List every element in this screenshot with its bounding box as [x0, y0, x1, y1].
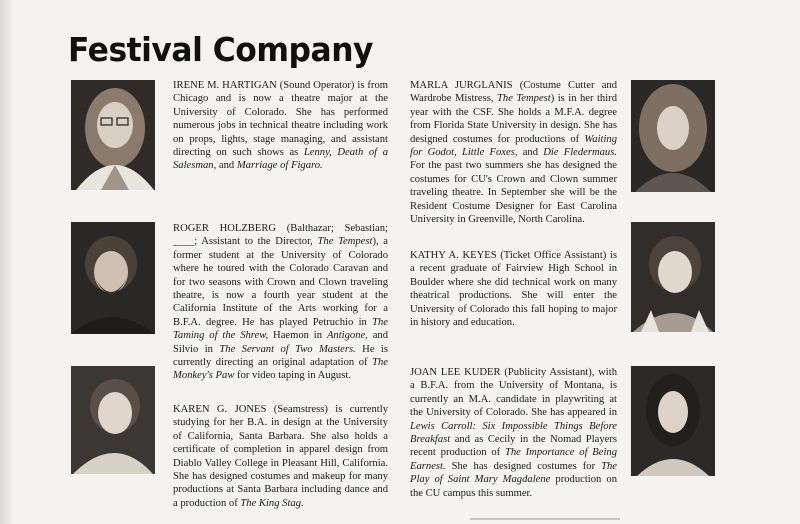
bio-text: She has designed costumes for: [445, 460, 602, 472]
bio-text: ) is in her third year with the CSF. She holds a M.F.A. degree from Florida State University in design. She has designed costumes for productions of: [410, 93, 617, 145]
bio-text: JOAN LEE KUDER (Publicity Assistant), with a B.F.A. from the University of Montana, is currently an M.A. candidate in playwriting at the University of Colorado. She has appeared in: [410, 367, 617, 419]
bio-text: He is currently directing an original adaptation of: [173, 343, 389, 369]
bio-text: IRENE M. HARTIGAN (Sound Operator) is from Chicago and is now a theatre major at the University of Colorado. She has performed numerous jobs in technical theatre including work on props, lights, stage managing, and assistant directing on such shows as: [173, 80, 388, 159]
bio-hartigan: [173, 79, 388, 173]
bio-keyes: [410, 249, 617, 329]
bio-text: ), a former student at the University of Colorado where he toured with the Colorado Caravan and for two seasons with Crown and Clown traveling theatre, is now a fourth year student at the California Institute of the Arts working for a B.F.A. degree. He has played Petruchio in: [173, 236, 388, 328]
bio-text: MARLA JURGLANIS (Costume Cutter and Wardrobe Mistress,: [410, 80, 617, 105]
bio-title-italic: The Taming of the Shrew,: [173, 316, 388, 342]
bio-text: KATHY A. KEYES (Ticket Office Assistant) is a recent graduate of Fairview High School in Boulder where she did technical work on many theatrical productions. She will enter the University of Colorado this fall hoping to major in history and education.: [410, 250, 617, 329]
bio-text: KAREN G. JONES (Seamstress) is currently studying for her B.A. in design at the University of California, Santa Barbara. She also holds a certificate of completion in apparel design from Diablo Valley College in Pleasant Hill, California. She has designed costumes and makeup for many productions at Santa Barbara including dance and a production of: [173, 404, 388, 509]
bio-text: ROGER HOLZBERG (Balthazar; Sebastian; ____; Assistant to the Director,: [173, 223, 388, 248]
bio-text: for video taping in August.: [234, 370, 351, 382]
bio-title-italic: Marriage of Figaro.: [236, 160, 323, 172]
bio-title-italic: Antigone,: [326, 330, 368, 342]
bio-jones: [173, 403, 388, 510]
bio-title-italic: The Importance of Being Earnest.: [410, 447, 618, 472]
bio-title-italic: The King Stag.: [240, 497, 304, 509]
bio-title-italic: Die Fledermaus.: [543, 147, 618, 159]
page-title: Festival Company: [68, 30, 374, 69]
portrait-photo-jones: [71, 366, 155, 474]
bio-text: production on the CU campus this summer.: [410, 474, 617, 499]
page-bottom-rule: [470, 518, 620, 520]
bio-text: and as Cecily in the Nomad Players recent production of: [410, 434, 617, 459]
page-edge: [0, 0, 14, 524]
bio-holzberg: [173, 222, 388, 383]
bio-text: and: [216, 160, 237, 172]
bio-text: and: [517, 147, 544, 159]
bio-title-italic: The Play of Saint Mary Magdalene: [410, 460, 617, 486]
bio-text: For the past two summers she has designed the costumes for CU's Crown and Clown summer traveling theatre. In September she will be the Resident Costume Designer for East Carolina University in Greenville, North Carolina.: [410, 160, 617, 226]
bio-jurglanis: [410, 79, 617, 226]
bio-text: and Silvio in: [173, 330, 389, 355]
bio-title-italic: Lenny, Death of a Salesman,: [173, 147, 388, 172]
bio-title-italic: The Tempest: [317, 236, 373, 248]
portrait-photo-keyes: [631, 222, 715, 332]
bio-title-italic: The Monkey's Paw: [173, 357, 388, 382]
bio-kuder: [410, 366, 617, 500]
bio-title-italic: The Tempest: [497, 93, 551, 105]
bio-text: Haemon in: [268, 330, 327, 342]
bio-title-italic: Lewis Carroll: Six Impossible Things Before Breakfast: [410, 420, 617, 446]
portrait-photo-jurglanis: [631, 80, 715, 192]
portrait-photo-holzberg: [71, 222, 155, 334]
portrait-photo-kuder: [631, 366, 715, 476]
portrait-photo-hartigan: [71, 80, 155, 190]
bio-title-italic: Waiting for Godot, Little Foxes,: [410, 133, 617, 159]
bio-title-italic: The Servant of Two Masters.: [219, 343, 356, 355]
